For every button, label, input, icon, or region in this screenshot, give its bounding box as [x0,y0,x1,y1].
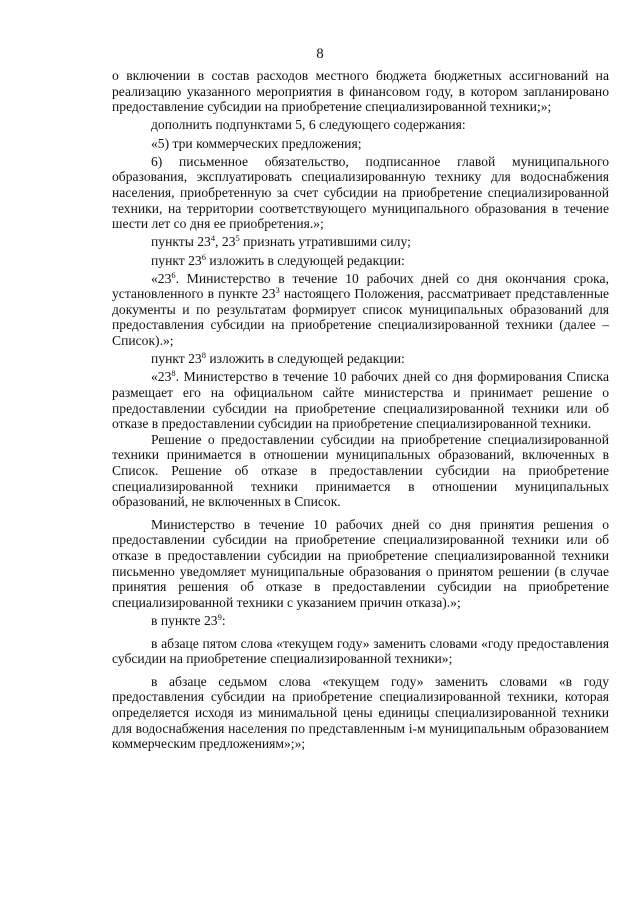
paragraph-8 [112,351,609,367]
paragraph-4: 6) письменное обязательство, подписанное главой муниципального образования, эксплуатировать специализированную технику для водоснабжения населения, приобретенную за счет субсидии на приобретение специализированной техники, на территории соответствующего муниципального образования в течение шести лет со дня ее приобретения.»; [112,153,609,232]
paragraph-12-text-c: : [221,612,226,628]
paragraph-7 [112,271,609,349]
paragraph-5-text-b: , 23 [215,234,236,250]
paragraph-6 [112,253,609,269]
paragraph-8-superscript: 8 [201,350,206,361]
paragraph-2: дополнить подпунктами 5, 6 следующего содержания: [151,117,466,133]
paragraph-9-superscript: 8 [171,368,176,379]
paragraph-5-superscript-1: 4 [210,233,216,244]
paragraph-9 [112,369,609,431]
paragraph-10: Решение о предоставлении субсидии на приобретение специализированной техники принимается в отношении муниципальных образований, включенных в Список. Решение об отказе в предоставлении субсидии на приобретение специализированной техники принимается в отношении муниципальных образований, не включенных в Список. [112,431,609,510]
paragraph-11: Министерство в течение 10 рабочих дней со дня принятия решения о предоставлении субсидии на приобретение специализированной техники или об отказе в предоставлении субсидии на приобретение специализированной техники письменно уведомляет муниципальные образования о принятом решении (в случае принятия решения об отказе в предоставлении субсидии на приобретение специализированной техники с указанием причин отказа).»; [112,516,609,610]
paragraph-6-text-a: пункт 23 [151,252,202,268]
paragraph-7-text-c: настоящего Положения, рассматривает представленные документы и по результатам формирует список муниципальных образований для предоставления субсидии на приобретение специализированной техники (далее – Список).»; [112,286,609,349]
paragraph-5 [112,234,609,250]
paragraph-9-text-a: «23 [151,369,172,385]
paragraph-9-text-c: . Министерство в течение 10 рабочих дней со дня формирования Списка размещает его на официальном сайте министерства и принимает решение о предоставлении субсидии на приобретение специализированной техники или об отказе в предоставлении субсидии на приобретение специализированной техники. [112,369,609,432]
document-body [112,68,609,754]
paragraph-12-text-a: в пункте 23 [151,612,218,628]
paragraph-3: «5) три коммерческих предложения; [151,135,362,151]
paragraph-5-text-c: признать утратившими силу; [239,234,411,250]
paragraph-8-text-c: изложить в следующей редакции: [205,351,405,367]
paragraph-5-superscript-2: 5 [235,233,240,244]
paragraph-12-superscript: 9 [217,611,222,622]
paragraph-7-text-a: «23 [151,270,172,286]
paragraph-13: в абзаце пятом слова «текущем году» заменить словами «году предоставления субсидии на приобретение специализированной техники»; [112,635,609,667]
paragraph-7-superscript-2: 3 [275,285,280,296]
paragraph-5-text-a: пункты 23 [151,234,211,250]
paragraph-7-superscript-1: 6 [171,269,176,280]
paragraph-14: в абзаце седьмом слова «текущем году» заменить словами «в году предоставления субсидии на приобретение специализированной техники, которая определяется исходя из минимальной цены единицы специализированной техники для водоснабжения населения по представленным i-м муниципальным образованием коммерческим предложениям»;»; [112,673,609,752]
paragraph-12 [112,613,609,629]
paragraph-6-text-c: изложить в следующей редакции: [205,252,405,268]
paragraph-7-text-b: . Министерство в течение 10 рабочих дней со дня окончания срока, установленного в пункте 23 [112,270,609,302]
paragraph-1: о включении в состав расходов местного бюджета бюджетных ассигнований на реализацию указанного мероприятия в финансовом году, в котором запланировано предоставление субсидии на приобретение специализированной техники;»; [112,68,609,115]
page-number: 8 [316,46,324,62]
paragraph-6-superscript: 6 [201,251,206,262]
paragraph-8-text-a: пункт 23 [151,351,202,367]
